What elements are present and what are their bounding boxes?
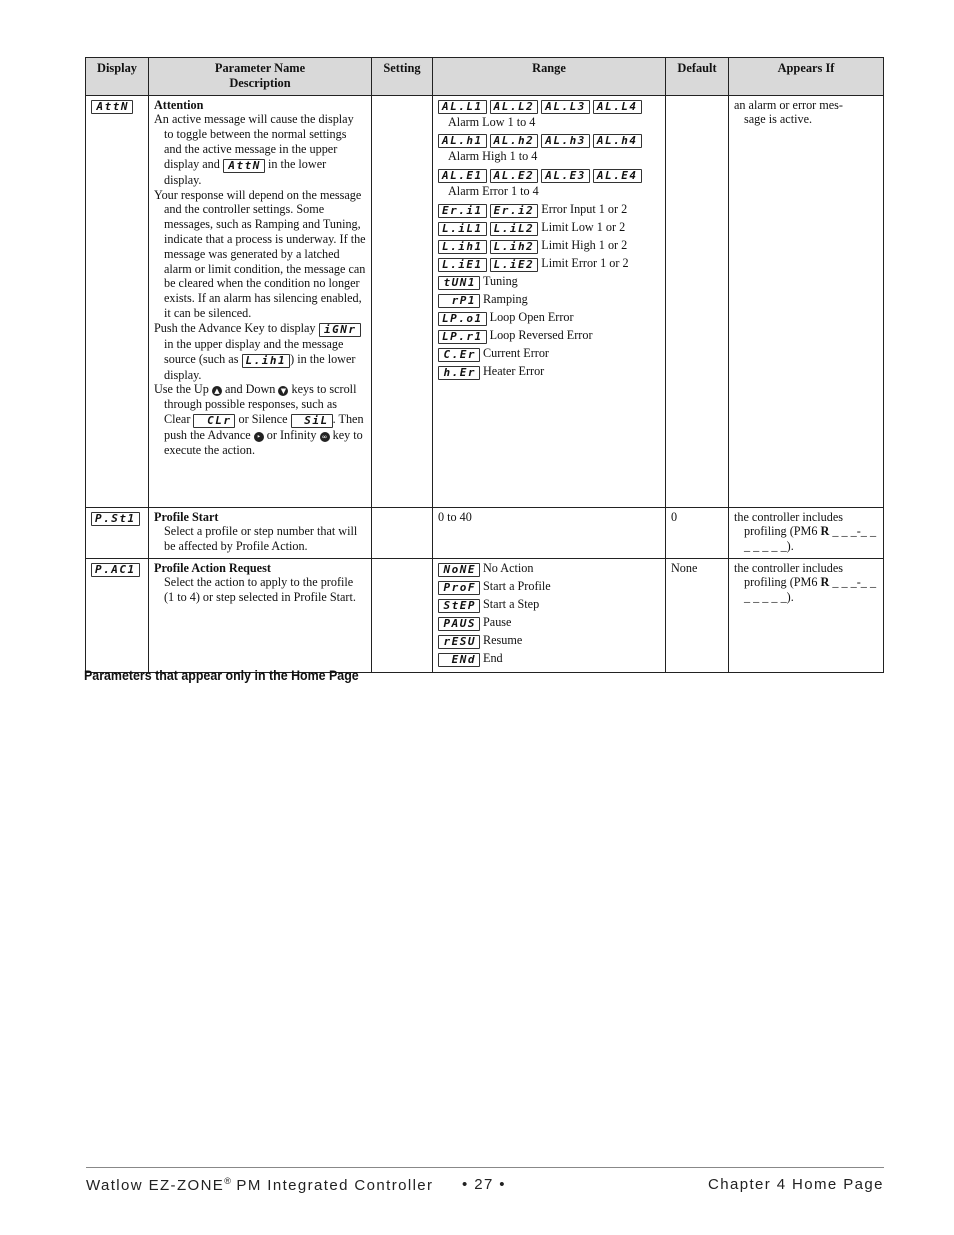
registered-mark: ® [224,1176,231,1186]
lcd-code: NoNE [438,563,480,577]
range-text: Loop Open Error [489,309,574,324]
range-text: Alarm Error 1 to 4 [448,184,539,199]
lcd-code: P.St1 [91,512,140,526]
appears-if-text-part: _ _ _-_ _ _ _ _ _ _). [744,524,877,554]
lcd-code: AL.E1 [438,169,487,183]
appears-if-cell [729,507,884,558]
desc-text: and Down [224,382,276,397]
range-text: Current Error [483,345,549,360]
lcd-code: L.iE1 [438,258,487,272]
parameter-name: Profile Action Request [154,560,271,575]
header-display: Display [86,58,149,96]
appears-if-line: sage is active. [744,112,813,127]
range-item [438,220,660,236]
parameter-name: Attention [154,97,204,112]
lcd-code: AL.E2 [490,169,539,183]
range-text: Alarm High 1 to 4 [448,149,538,164]
lcd-code: AL.L3 [541,100,590,114]
desc-text: in the upper display and the message source (such as [164,336,344,366]
lcd-code: AL.h1 [438,134,487,148]
range-cell [433,558,666,672]
lcd-code: AL.h4 [593,134,642,148]
lcd-code: StEP [438,599,480,613]
lcd-code: L.ih1 [242,354,291,368]
infinity-key-icon: ∞ [320,432,330,442]
description-cell [149,507,372,558]
parameter-name: Profile Start [154,509,219,524]
page-number: • 27 • [462,1176,506,1193]
setting-cell [372,558,433,672]
range-item [438,597,660,613]
description-paragraph [154,188,366,321]
lcd-code: P.AC1 [91,563,140,577]
desc-text: An active message will cause the display to toggle between the normal settings and the active message in the upper display and [154,112,354,171]
default-cell: None [666,558,729,672]
appears-if-text-bold: R [820,524,830,539]
appears-if-text-bold: R [820,575,830,590]
lcd-code: rESU [438,635,480,649]
range-text: Heater Error [483,363,545,378]
desc-text: key to execute the action. [164,427,363,457]
default-cell [666,95,729,507]
appears-if-text-part: _ _ _-_ _ _ _ _ _ _). [744,575,877,605]
header-range: Range [433,58,666,96]
lcd-code: AttN [223,159,265,173]
setting-cell [372,95,433,507]
parameter-table [85,57,884,673]
table-header-row [86,58,884,96]
range-item [438,651,660,667]
desc-text: in the lower display. [164,156,327,187]
header-name-line1: Parameter Name [214,61,306,75]
lcd-code: AL.h3 [541,134,590,148]
description-paragraph [154,112,366,187]
header-name-line2: Description [229,75,291,90]
description-paragraph [154,321,366,383]
lcd-code: C.Er [438,348,480,362]
range-item [438,633,660,649]
footer-product [86,1176,433,1194]
range-text: Resume [483,632,523,647]
lcd-code: AL.L1 [438,100,487,114]
range-item [438,328,660,344]
range-cell: 0 to 40 [433,507,666,558]
lcd-code: PAUS [438,617,480,631]
desc-text: Use the Up [154,382,209,397]
lcd-code: L.ih1 [438,240,487,254]
range-text: Tuning [483,273,518,288]
desc-text: ) in the lower display. [164,351,356,382]
range-item [438,238,660,254]
range-text: Pause [483,614,512,629]
range-item [438,346,660,362]
footer-divider [86,1167,884,1168]
display-cell [86,95,149,507]
appears-if-line: an alarm or error mes- [734,97,843,112]
footer-chapter: Chapter 4 Home Page [708,1176,884,1193]
lcd-code: tUN1 [438,276,480,290]
range-text: Limit Error 1 or 2 [541,255,629,270]
down-arrow-key-icon: ▼ [278,386,288,396]
range-text: Limit High 1 or 2 [541,237,628,252]
desc-text: or Silence [238,411,288,426]
desc-text: . Then push the Advance [164,411,364,442]
appears-if-cell [729,95,884,507]
appears-if-text [734,510,878,554]
up-arrow-key-icon: ▲ [212,386,222,396]
description-cell [149,95,372,507]
default-cell: 0 [666,507,729,558]
display-cell [86,507,149,558]
lcd-code: L.ih2 [490,240,539,254]
description-paragraph: Select a profile or step number that will be affected by Profile Action. [164,524,358,554]
range-item [438,202,660,218]
table-row [86,95,884,507]
footer-product-suffix: PM Integrated Controller [230,1177,434,1194]
range-item [438,292,660,308]
description-paragraph: Select the action to apply to the profile (1 to 4) or step selected in Profile Start. [164,575,356,605]
range-item [438,364,660,380]
range-item [438,274,660,290]
appears-if-text-part: the controller includes profiling (PM6 [734,509,843,539]
appears-if-text [734,561,878,605]
appears-if-cell [729,558,884,672]
footer-product-name: Watlow EZ-ZONE [86,1177,225,1194]
lcd-code: AttN [91,100,133,114]
description-cell [149,558,372,672]
lcd-code: AL.E3 [541,169,590,183]
range-text: Limit Low 1 or 2 [541,219,626,234]
lcd-code: AL.h2 [490,134,539,148]
header-parameter-name [149,58,372,96]
header-default: Default [666,58,729,96]
range-item [438,256,660,272]
range-text: Loop Reversed Error [489,327,593,342]
lcd-code: AL.L4 [593,100,642,114]
lcd-code: h.Er [438,366,480,380]
advance-key-icon: ‣ [254,432,264,442]
description-paragraph [154,382,366,457]
range-group-alarm-error [438,167,660,183]
appears-if-text-part: the controller includes profiling (PM6 [734,560,843,590]
lcd-code: ENd [438,653,480,667]
range-group-alarm-low [438,98,660,114]
desc-text: or Infinity [266,427,317,442]
lcd-code: L.iE2 [490,258,539,272]
desc-text: Push the Advance Key to display [154,320,316,335]
display-cell [86,558,149,672]
table-row [86,558,884,672]
lcd-code: iGNr [319,323,361,337]
lcd-code: rP1 [438,294,480,308]
range-item [438,615,660,631]
range-group-alarm-high [438,132,660,148]
lcd-code: Er.i2 [490,204,539,218]
range-text: Ramping [483,291,528,306]
range-text: Start a Profile [483,578,551,593]
lcd-code: ProF [438,581,480,595]
range-text: Start a Step [483,596,540,611]
header-appears-if: Appears If [729,58,884,96]
table-row [86,507,884,558]
header-setting: Setting [372,58,433,96]
lcd-code: L.iL1 [438,222,487,236]
desc-text: Your response will depend on the message and the controller settings. Some messages, such as Ramping and Tuning, indicate that a process is underway. If the message was generated by a latched alarm or limit condition, the message can be cleared when the condition no longer exists. If an alarm has silencing enabled, it can be silenced. [154,187,366,320]
lcd-code: AL.E4 [593,169,642,183]
range-item [438,561,660,577]
table-caption: Parameters that appear only in the Home Page [84,668,359,683]
setting-cell [372,507,433,558]
lcd-code: CLr [193,414,235,428]
range-cell [433,95,666,507]
lcd-code: AL.L2 [490,100,539,114]
range-text: Error Input 1 or 2 [541,201,628,216]
lcd-code: Er.i1 [438,204,487,218]
lcd-code: LP.o1 [438,312,487,326]
range-item [438,310,660,326]
lcd-code: SiL [291,414,333,428]
range-item [438,579,660,595]
lcd-code: LP.r1 [438,330,487,344]
range-text: Alarm Low 1 to 4 [448,114,536,129]
lcd-code: L.iL2 [490,222,539,236]
range-text: End [483,650,503,665]
desc-text: keys to scroll through possible responses, such as Clear [164,382,357,426]
range-text: No Action [483,560,534,575]
